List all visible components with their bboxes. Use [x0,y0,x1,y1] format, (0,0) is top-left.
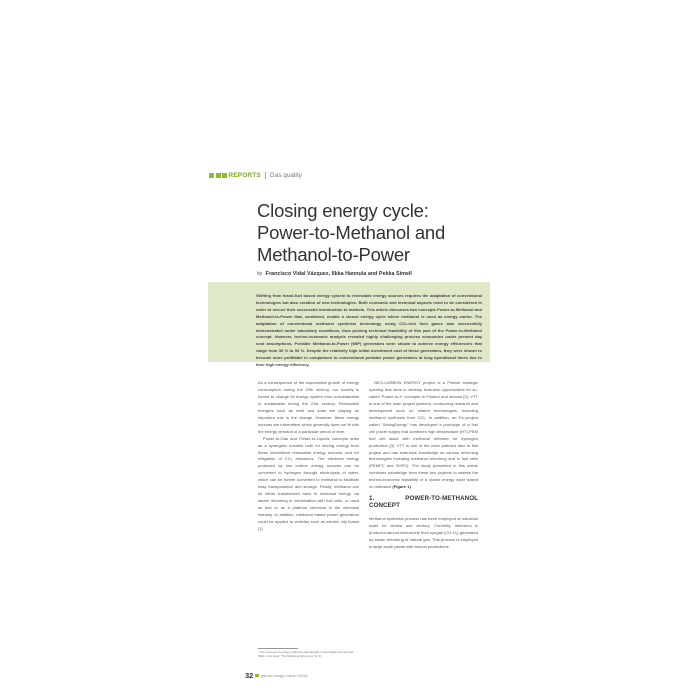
left-column [258,380,359,533]
section-heading: 1. POWER-TO-METHANOL CONCEPT [369,495,478,510]
bullet-square-icon [222,173,227,178]
right-column [369,380,478,551]
section-label: REPORTS [228,171,261,179]
byline-by: by [257,271,263,277]
figure-reference: (Figure 1) [392,484,411,490]
journal-name: gas for energy • Issue 1/2016 [260,673,308,678]
authors: Francisco Vidal Vázquez, Ilkka Hannula and Pekka Simell [265,271,412,277]
bullet-square-icon [209,173,214,178]
right-paragraph-2: Methanol synthesis process has been employed at industrial scale for almost one century. Currently, methanol is produced almost exclusively from syngas (CO-H₂) generated by steam reforming of natural gas. This process is employed in large-scale plants with annual productions [369,516,478,549]
footnote-rule [258,648,298,649]
left-paragraph-2: Power-to-Gas and Power-to-Liquids concepts arise as a synergetic solution both for storing energy from these intermittent renewable energy sources, and for mitigation of CO₂ emissions. The electrical energy produced by low carbon energy sources can be converted to hydrogen through electrolysis of water, which can be further converted to methanol to facilitate easy transportation and storage. Finally, methanol can be either transformed back to electrical energy via steam reforming in combination with fuel cells, or used as fuel or as a platform chemical in the chemical industry. In addition, methanol based power generators could be applied to vehicles such as electric city buses [1]. [258,435,359,532]
header-divider [265,172,266,179]
topic-label: Gas quality [269,171,302,179]
left-paragraph-1: As a consequence of the exponential growth of energy consumption during the 20th century, our society is forced to change its energy system from unsustainable to sustainable during the 21st century. Renewable energies such as wind and solar are playing an important role in the change. However, these energy sources are intermittent which generally does not fit with the energy demand of a particular period of time. [258,380,359,434]
section-header [209,170,302,180]
right-paragraph-1 [369,380,478,491]
byline [257,271,412,277]
bullet-square-icon [216,173,221,178]
footer-square-icon [255,674,259,678]
title-line-2: Power-to-Methanol and [257,222,446,243]
abstract-box [208,282,490,368]
page-number: 32 [245,671,254,680]
title-line-1: Closing energy cycle: [257,200,429,221]
title-line-3: Methanol-to-Power [257,244,410,265]
abstract-text: Shifting from fossil-fuel based energy system to renewable energy sources requires the adaptation of conventional technologies but also creation of new technologies. Both economic and technical aspects need to be considered in order to secure their successful introduction to markets. This article discusses two concepts Power-to-Methanol and Methanol-to-Power that, combined, enable a closed energy cycle where methanol is used as energy carrier. The adaptation of conventional methanol synthesis technology using CO₂-rich feed gases was successfully demonstrated under laboratory conditions, thus proving technical feasibility of this part of the Power-to-Methanol concept. However, techno-economic analysis revealed highly challenging process economics under present day cost assumptions. Portable Methanol-to-Power (MtP) generators were shown to achieve energy efficiencies that range from 36 % to 53 %. Despite the relatively high initial investment cost of these generators, they were shown to become more profitable in comparison to conventional portable power generators at long operational times due to their high energy efficiency. [256,293,482,368]
footnote: ¹ The concept of energy methanol was already contemplated by George Olah in his book "The Methanol Economy" [1,4]. [258,650,354,658]
article-title [257,200,517,266]
page-footer [245,671,308,680]
right-paragraph-1-text: NEO-CARBON ENERGY project is a Finnish strategic opening that aims to develop business opportunities for so-called 'Power-to-X' concepts in Finland and abroad [2]. VTT is one of the main project partners, conducting research and development work on related technologies, including methanol synthesis from CO₂. In addition, an EU-project called "SmingEnergy" has developed a prototype of a fuel cell power supply that combines high temperature (HT)-PEM fuel cell stack with methanol reformer for hydrogen production [3]. VTT is one of the main partners also in this project and has extensive knowledge on various reforming technologies including methanol reforming and in fuel cells (PEMFC and SOFC). The study presented in this article combines knowledge from these two projects to assess the techno-economic feasibility of a closed energy cycle based on methanol [369,380,478,490]
